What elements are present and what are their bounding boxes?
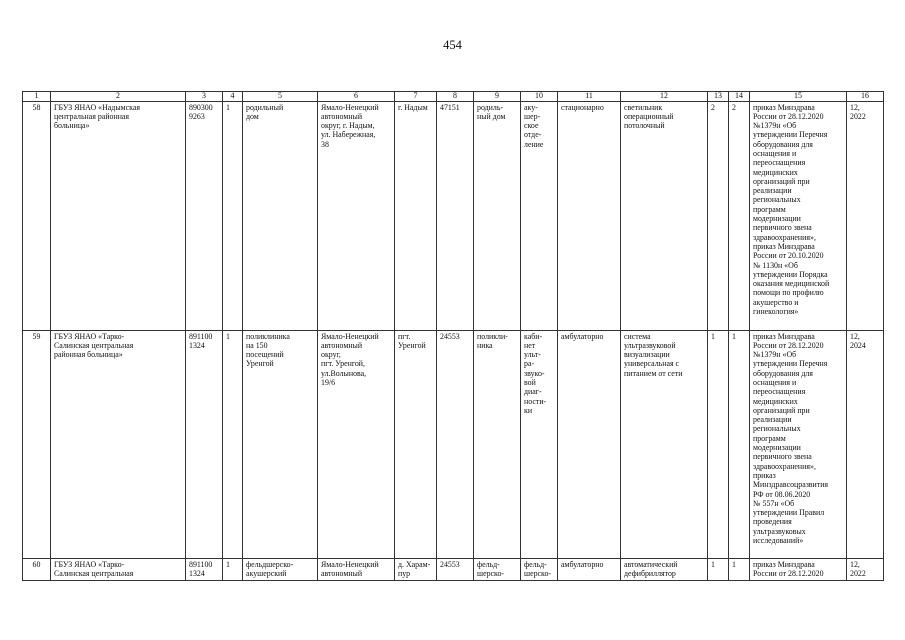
department-cell: фельд- шерско- (521, 558, 558, 580)
table-header-row (23, 92, 884, 102)
oktmo-cell: 24553 (437, 558, 474, 580)
organization-cell: ГБУЗ ЯНАО «Надымская центральная районная больница» (51, 101, 186, 330)
equipment-cell: светильник операционный потолочный (621, 101, 708, 330)
quantity-cell: 2 (708, 101, 729, 330)
unit-type-cell: фельд- шерско- (474, 558, 521, 580)
regulation-cell: приказ Минздрава России от 28.12.2020 (750, 558, 847, 580)
deadline-cell: 12, 2022 (847, 101, 884, 330)
header-cell: 15 (750, 92, 847, 102)
count-cell: 1 (223, 101, 243, 330)
department-cell: каби- нет ульт- ра- звуко- вой диаг- ности- ки (521, 330, 558, 558)
count-cell: 1 (223, 330, 243, 558)
row-number-cell: 59 (23, 330, 51, 558)
settlement-cell: г. Надым (395, 101, 437, 330)
header-cell: 6 (318, 92, 395, 102)
header-cell: 3 (186, 92, 223, 102)
address-cell: Ямало-Ненецкий автономный округ, г. Надым, ул. Набережная, 38 (318, 101, 395, 330)
row-number-cell: 60 (23, 558, 51, 580)
unit-type-cell: поликли- ника (474, 330, 521, 558)
organization-cell: ГБУЗ ЯНАО «Тарко- Салинская центральная (51, 558, 186, 580)
header-cell: 2 (51, 92, 186, 102)
count-cell: 1 (223, 558, 243, 580)
oktmo-cell: 47151 (437, 101, 474, 330)
regulation-cell: приказ Минздрава России от 28.12.2020 №1379н «Об утверждении Перечня оборудования для оснащения и переоснащения медицинских организаций при реализации региональных программ модернизации первичного звена здравоохранения», приказ Минздрава России от 20.10.2020 № 1130н «Об утверждении Порядка оказания медицинской помощи по профилю акушерство и гинекология» (750, 101, 847, 330)
facility-cell: родильный дом (243, 101, 318, 330)
care-mode-cell: стационарно (558, 101, 621, 330)
header-cell: 13 (708, 92, 729, 102)
header-cell: 11 (558, 92, 621, 102)
address-cell: Ямало-Ненецкий автономный округ, пгт. Уренгой, ул.Волынова, 19/6 (318, 330, 395, 558)
header-cell: 12 (621, 92, 708, 102)
code-cell: 890300 9263 (186, 101, 223, 330)
equipment-table (22, 91, 884, 581)
settlement-cell: д. Харам- пур (395, 558, 437, 580)
oktmo-cell: 24553 (437, 330, 474, 558)
department-cell: аку- шер- ское отде- ление (521, 101, 558, 330)
facility-cell: фельдшерско- акушерский (243, 558, 318, 580)
quantity-cell: 1 (708, 558, 729, 580)
equipment-cell: система ультразвуковой визуализации универсальная с питанием от сети (621, 330, 708, 558)
address-cell: Ямало-Ненецкий автономный (318, 558, 395, 580)
quantity-cell: 1 (708, 330, 729, 558)
care-mode-cell: амбулаторно (558, 558, 621, 580)
facility-cell: поликлиника на 150 посещений Уренгой (243, 330, 318, 558)
header-cell: 10 (521, 92, 558, 102)
code-cell: 891100 1324 (186, 558, 223, 580)
header-cell: 14 (729, 92, 750, 102)
header-cell: 1 (23, 92, 51, 102)
equipment-cell: автоматический дефибриллятор (621, 558, 708, 580)
header-cell: 16 (847, 92, 884, 102)
deadline-cell: 12, 2024 (847, 330, 884, 558)
table-row (23, 330, 884, 558)
care-mode-cell: амбулаторно (558, 330, 621, 558)
header-cell: 8 (437, 92, 474, 102)
header-cell: 9 (474, 92, 521, 102)
table-row (23, 101, 884, 330)
organization-cell: ГБУЗ ЯНАО «Тарко- Салинская центральная районная больница» (51, 330, 186, 558)
deadline-cell: 12, 2022 (847, 558, 884, 580)
quantity-cell: 1 (729, 558, 750, 580)
settlement-cell: пгт. Уренгой (395, 330, 437, 558)
code-cell: 891100 1324 (186, 330, 223, 558)
quantity-cell: 1 (729, 330, 750, 558)
quantity-cell: 2 (729, 101, 750, 330)
page-number: 454 (443, 38, 462, 52)
unit-type-cell: родиль- ный дом (474, 101, 521, 330)
regulation-cell: приказ Минздрава России от 28.12.2020 №1379н «Об утверждении Перечня оборудования для оснащения и переоснащения медицинских организаций при реализации региональных программ модернизации первичного звена здравоохранения», приказ Минздравсоцразвития РФ от 08.06.2020 № 557н «Об утверждении Правил проведения ультразвуковых исследований» (750, 330, 847, 558)
header-cell: 7 (395, 92, 437, 102)
table-row (23, 558, 884, 580)
header-cell: 4 (223, 92, 243, 102)
row-number-cell: 58 (23, 101, 51, 330)
header-cell: 5 (243, 92, 318, 102)
